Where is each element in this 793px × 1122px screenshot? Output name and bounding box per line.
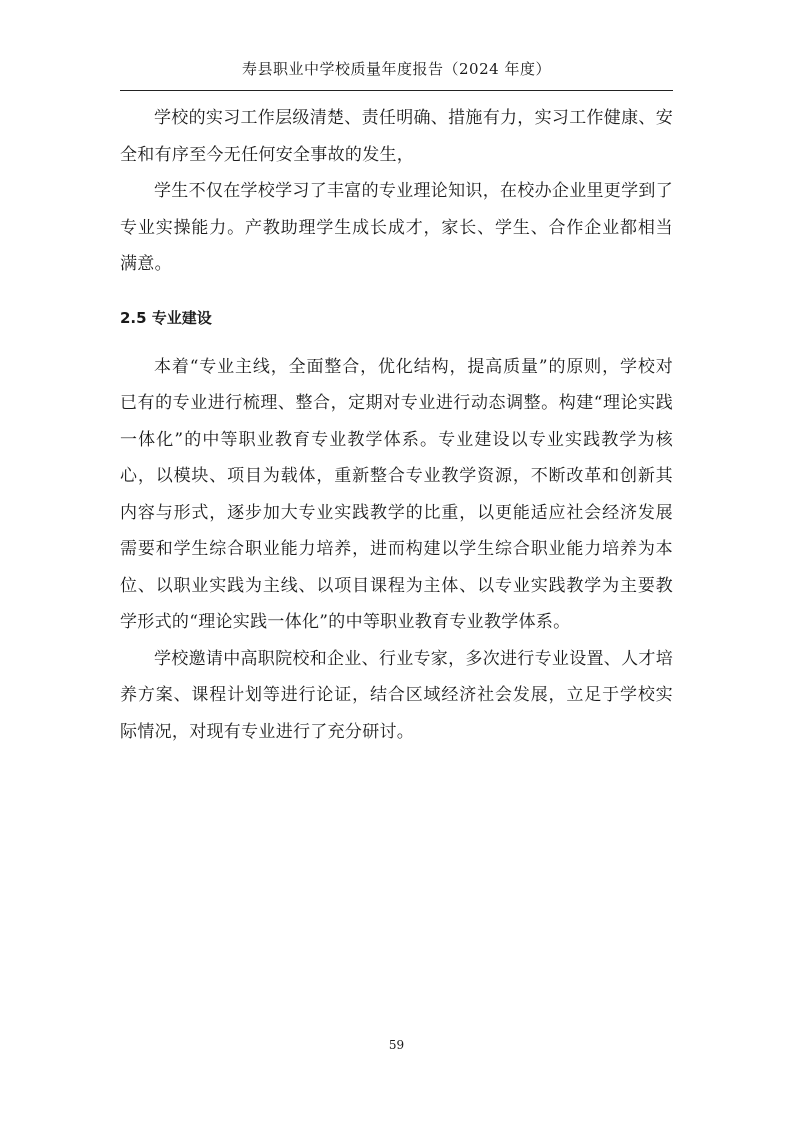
paragraph-student-skills: 学生不仅在学校学习了丰富的专业理论知识，在校办企业里更学到了专业实操能力。产教助理学生成长成才，家长、学生、合作企业都相当满意。 (120, 181, 673, 274)
paragraph-specialty-principles: 本着“专业主线，全面整合，优化结构，提高质量”的原则，学校对已有的专业进行梳理、整合，定期对专业进行动态调整。构建“理论实践一体化”的中等职业教育专业教学体系。专业建设以专业实践教学为核心，以模块、项目为载体，重新整合专业教学资源，不断改革和创新其内容与形式，逐步加大专业实践教学的比重，以更能适应社会经济发展需要和学生综合职业能力培养，进而构建以学生综合职业能力培养为本位、以职业实践为主线、以项目课程为主体、以专业实践教学为主要教学形式的“理论实践一体化”的中等职业教育专业教学体系。 (120, 356, 673, 632)
section-heading: 2.5 专业建设 (120, 308, 212, 327)
document-body (120, 100, 673, 750)
paragraph-internship-safety: 学校的实习工作层级清楚、责任明确、措施有力，实习工作健康、安全和有序至今无任何安全事故的发生， (120, 108, 673, 165)
page-header (120, 56, 673, 91)
paragraph-expert-review: 学校邀请中高职院校和企业、行业专家，多次进行专业设置、人才培养方案、课程计划等进行论证，结合区域经济社会发展，立足于学校实际情况，对现有专业进行了充分研讨。 (120, 648, 673, 742)
header-title: 寿县职业中学校质量年度报告（2024 年度） (242, 60, 551, 78)
page-number: 59 (388, 1038, 405, 1052)
